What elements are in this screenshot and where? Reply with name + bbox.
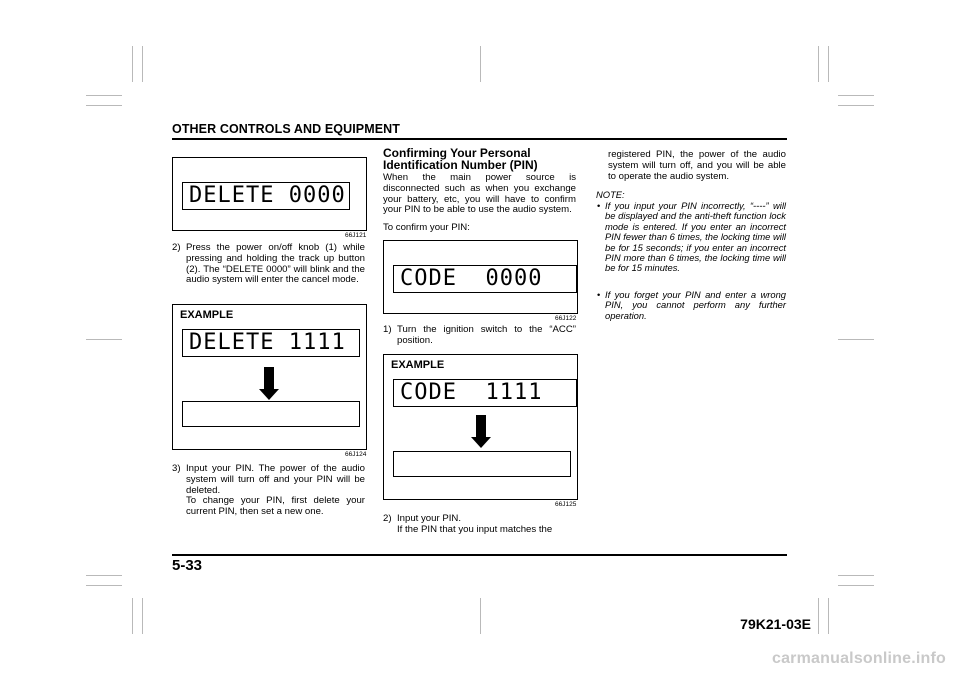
- document-code: 79K21-03E: [740, 616, 811, 632]
- figure-code: 66J125: [555, 501, 577, 508]
- down-arrow-icon: [471, 437, 491, 448]
- step-text: Input your PIN. The power of the audio system will turn off and your PIN will be deleted.: [186, 463, 365, 496]
- watermark-link[interactable]: carmanualsonline.info: [771, 650, 946, 667]
- crop-mark: [86, 95, 122, 96]
- page-number: 5-33: [172, 557, 203, 574]
- step-text: Input your PIN.: [397, 513, 461, 524]
- crop-mark: [828, 598, 829, 634]
- step-text-continued: If the PIN that you input matches the: [397, 523, 553, 535]
- figure-66j122: [383, 240, 578, 314]
- step-number: 2): [172, 242, 181, 253]
- footer-rule: [172, 554, 787, 556]
- step-number: 2): [383, 513, 392, 524]
- note-bullet-text: If you forget your PIN and enter a wrong PIN, you cannot perform any further operation.: [605, 289, 786, 321]
- section-heading: Confirming Your Personal Identification Number (PIN): [383, 146, 538, 172]
- bullet-icon: •: [597, 289, 601, 300]
- crop-mark: [838, 575, 874, 576]
- crop-mark: [480, 598, 481, 634]
- page-header-title: OTHER CONTROLS AND EQUIPMENT: [172, 122, 401, 136]
- down-arrow-icon: [259, 389, 279, 400]
- figure-66j121: [172, 157, 367, 231]
- step-2-input-pin: [383, 514, 576, 536]
- crop-mark: [86, 585, 122, 586]
- crop-mark: [838, 95, 874, 96]
- crop-mark: [838, 105, 874, 106]
- crop-mark: [132, 46, 133, 82]
- crop-mark: [86, 105, 122, 106]
- note-bullet: [597, 200, 786, 274]
- step-1-ignition: [383, 325, 576, 347]
- crop-mark: [838, 339, 874, 340]
- figure-66j124: [172, 304, 367, 450]
- intro-paragraph: When the main power source is disconnected such as when you exchange your battery, etc, you will have to confirm your PIN to be able to use the audio system.: [383, 172, 576, 216]
- lcd-display-empty: [393, 451, 571, 477]
- continued-paragraph: registered PIN, the power of the audio system will turn off, and you will be able to operate the audio system.: [608, 149, 786, 182]
- figure-66j125: [383, 354, 578, 500]
- lcd-display: DELETE 1111: [182, 329, 360, 357]
- note-bullet-text: If you input your PIN incorrectly, “----” will be displayed and the anti-theft function lock mode is entered. If you enter an incorrect PIN fewer than 6 times, the locking time will be for 15 seconds; if you enter an incorrect PIN more than 6 times, the locking time will be for 15 minutes.: [605, 200, 786, 274]
- step-number: 1): [383, 324, 392, 335]
- note-label: NOTE:: [596, 189, 625, 200]
- example-label: EXAMPLE: [180, 309, 234, 321]
- lcd-display: DELETE 0000: [182, 182, 350, 210]
- crop-mark: [132, 598, 133, 634]
- figure-code: 66J124: [345, 451, 367, 458]
- bullet-icon: •: [597, 200, 601, 211]
- down-arrow-icon: [476, 415, 486, 437]
- crop-mark: [818, 46, 819, 82]
- crop-mark: [86, 339, 122, 340]
- header-rule: [172, 138, 787, 140]
- example-label: EXAMPLE: [391, 359, 445, 371]
- down-arrow-icon: [264, 367, 274, 389]
- step-text: Press the power on/off knob (1) while pressing and holding the track up button (2). The “DELETE 0000” will blink and the audio system will enter the cancel mode.: [186, 242, 365, 286]
- crop-mark: [86, 575, 122, 576]
- step-text-continued: To change your PIN, first delete your current PIN, then set a new one.: [186, 495, 365, 518]
- note-bullet: [597, 289, 786, 321]
- crop-mark: [838, 585, 874, 586]
- confirm-label: To confirm your PIN:: [383, 222, 470, 233]
- crop-mark: [480, 46, 481, 82]
- figure-code: 66J121: [345, 232, 367, 239]
- step-3-input-pin: [172, 464, 365, 518]
- step-2-delete: [172, 243, 365, 286]
- crop-mark: [818, 598, 819, 634]
- step-number: 3): [172, 463, 181, 474]
- lcd-display: CODE 1111: [393, 379, 577, 407]
- lcd-display: CODE 0000: [393, 265, 577, 293]
- crop-mark: [142, 598, 143, 634]
- figure-code: 66J122: [555, 315, 577, 322]
- crop-mark: [142, 46, 143, 82]
- lcd-display-empty: [182, 401, 360, 427]
- crop-mark: [828, 46, 829, 82]
- step-text: Turn the ignition switch to the “ACC” position.: [397, 324, 576, 346]
